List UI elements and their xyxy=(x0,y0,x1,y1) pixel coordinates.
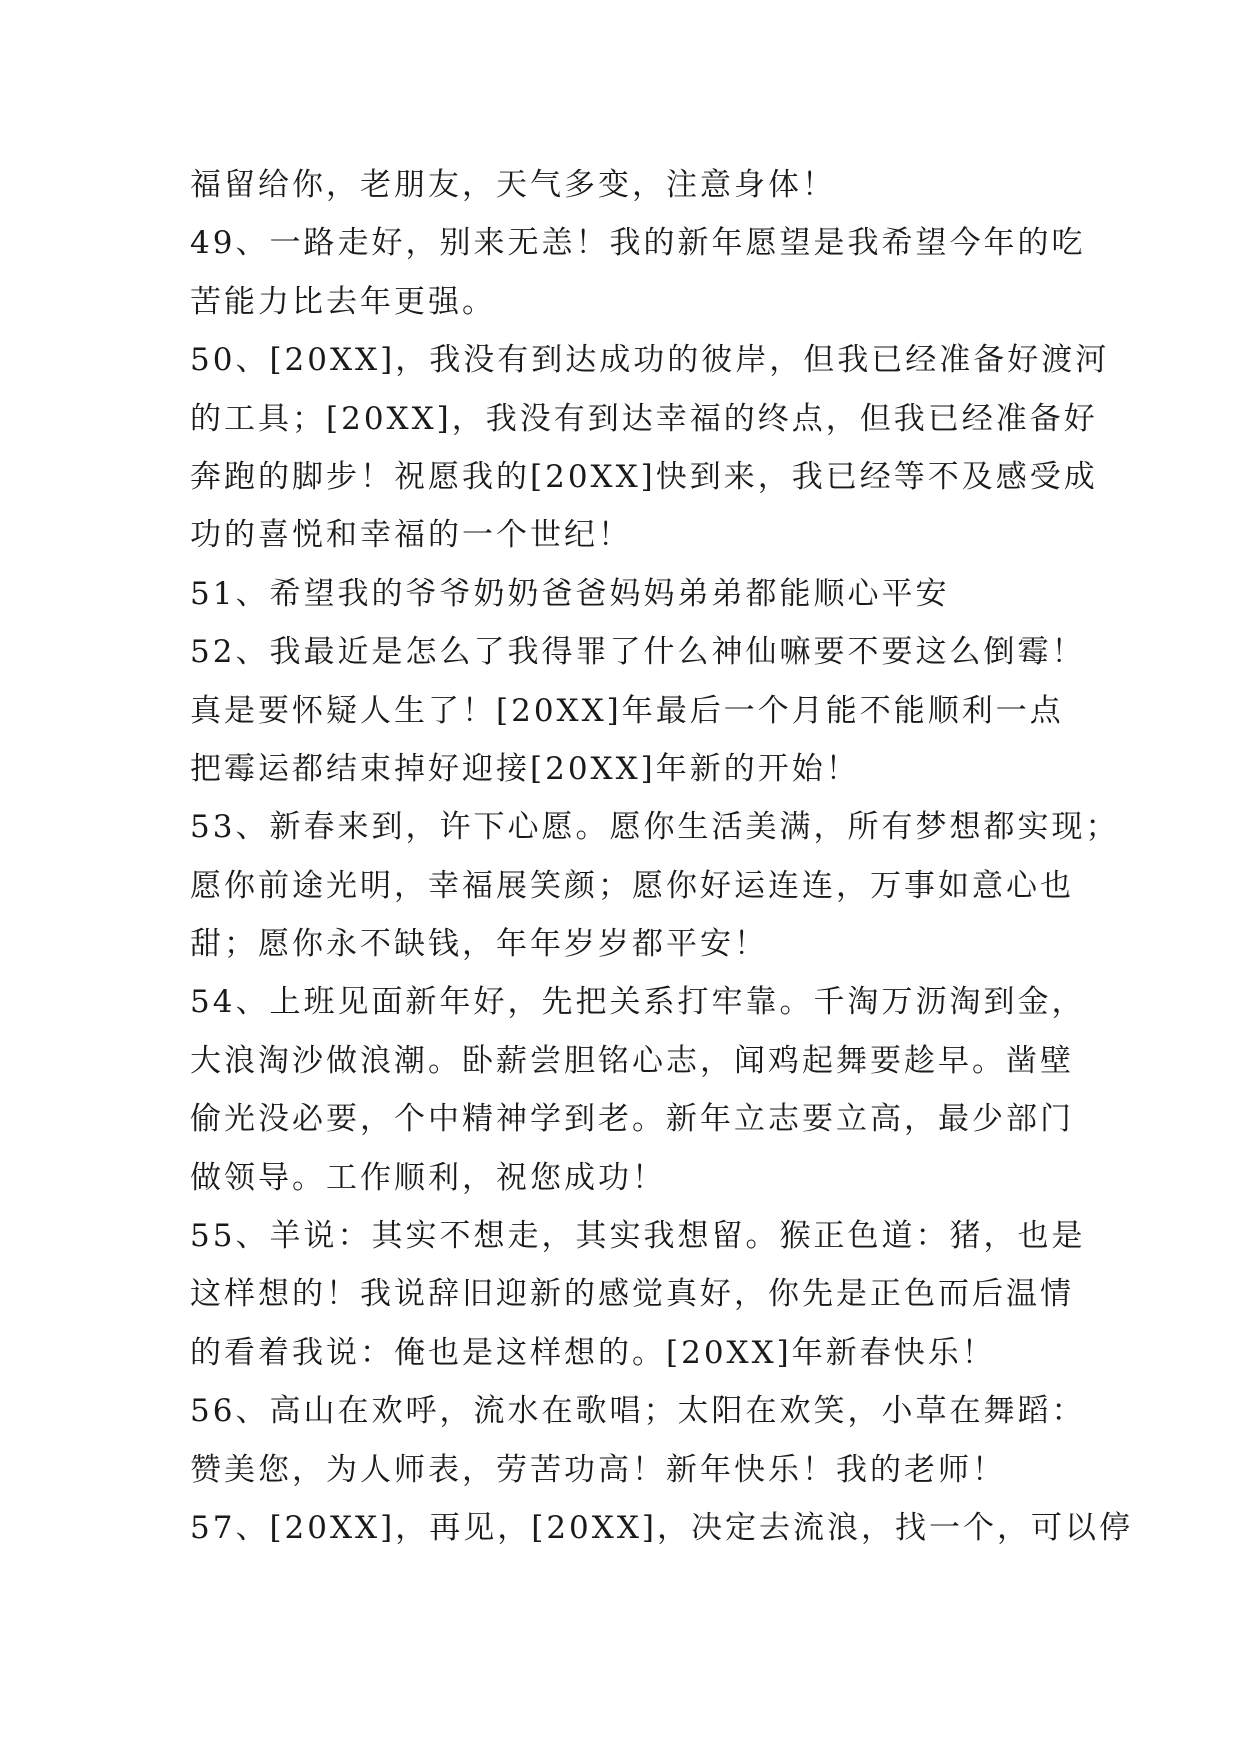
text-line: 甜；愿你永不缺钱，年年岁岁都平安！ xyxy=(190,926,768,963)
text-line: 51、希望我的爷爷奶奶爸爸妈妈弟弟都能顺心平安 xyxy=(190,575,950,612)
text-line: 福留给你，老朋友，天气多变，注意身体！ xyxy=(190,167,836,203)
text-line: 57、[20XX]，再见，[20XX]，决定去流浪，找一个，可以停 xyxy=(190,1509,1133,1546)
text-line: 55、羊说：其实不想走，其实我想留。猴正色道：猪，也是 xyxy=(190,1218,1086,1255)
text-line: 的看着我说：俺也是这样想的。[20XX]年新春快乐！ xyxy=(190,1334,996,1371)
text-line: 的工具；[20XX]，我没有到达幸福的终点，但我已经准备好 xyxy=(190,400,1098,437)
text-line: 把霉运都结束掉好迎接[20XX]年新的开始！ xyxy=(190,750,860,787)
text-line: 偷光没必要，个中精神学到老。新年立志要立高，最少部门 xyxy=(190,1101,1074,1138)
text-line: 大浪淘沙做浪潮。卧薪尝胆铭心志，闻鸡起舞要趁早。凿壁 xyxy=(190,1042,1074,1079)
text-line: 这样想的！我说辞旧迎新的感觉真好，你先是正色而后温情 xyxy=(190,1276,1074,1313)
text-line: 真是要怀疑人生了！[20XX]年最后一个月能不能顺利一点 xyxy=(190,692,1064,729)
text-line: 愿你前途光明，幸福展笑颜；愿你好运连连，万事如意心也 xyxy=(190,867,1074,904)
text-line: 53、新春来到，许下心愿。愿你生活美满，所有梦想都实现； xyxy=(190,809,1120,846)
text-line: 50、[20XX]，我没有到达成功的彼岸，但我已经准备好渡河 xyxy=(190,342,1110,379)
text-line: 功的喜悦和幸福的一个世纪！ xyxy=(190,517,632,554)
text-line: 奔跑的脚步！祝愿我的[20XX]快到来，我已经等不及感受成 xyxy=(190,458,1098,495)
text-line: 苦能力比去年更强。 xyxy=(190,283,496,320)
text-line: 56、高山在欢呼，流水在歌唱；太阳在欢笑，小草在舞蹈： xyxy=(190,1393,1086,1430)
text-line: 54、上班见面新年好，先把关系打牢靠。千淘万沥淘到金， xyxy=(190,984,1086,1021)
text-line: 49、一路走好，别来无恙！我的新年愿望是我希望今年的吃 xyxy=(190,225,1086,262)
text-line: 52、我最近是怎么了我得罪了什么神仙嘛要不要这么倒霉！ xyxy=(190,634,1086,671)
text-line: 赞美您，为人师表，劳苦功高！新年快乐！我的老师！ xyxy=(190,1451,1006,1488)
document-body xyxy=(190,156,1133,1557)
text-line: 做领导。工作顺利，祝您成功！ xyxy=(190,1159,666,1196)
